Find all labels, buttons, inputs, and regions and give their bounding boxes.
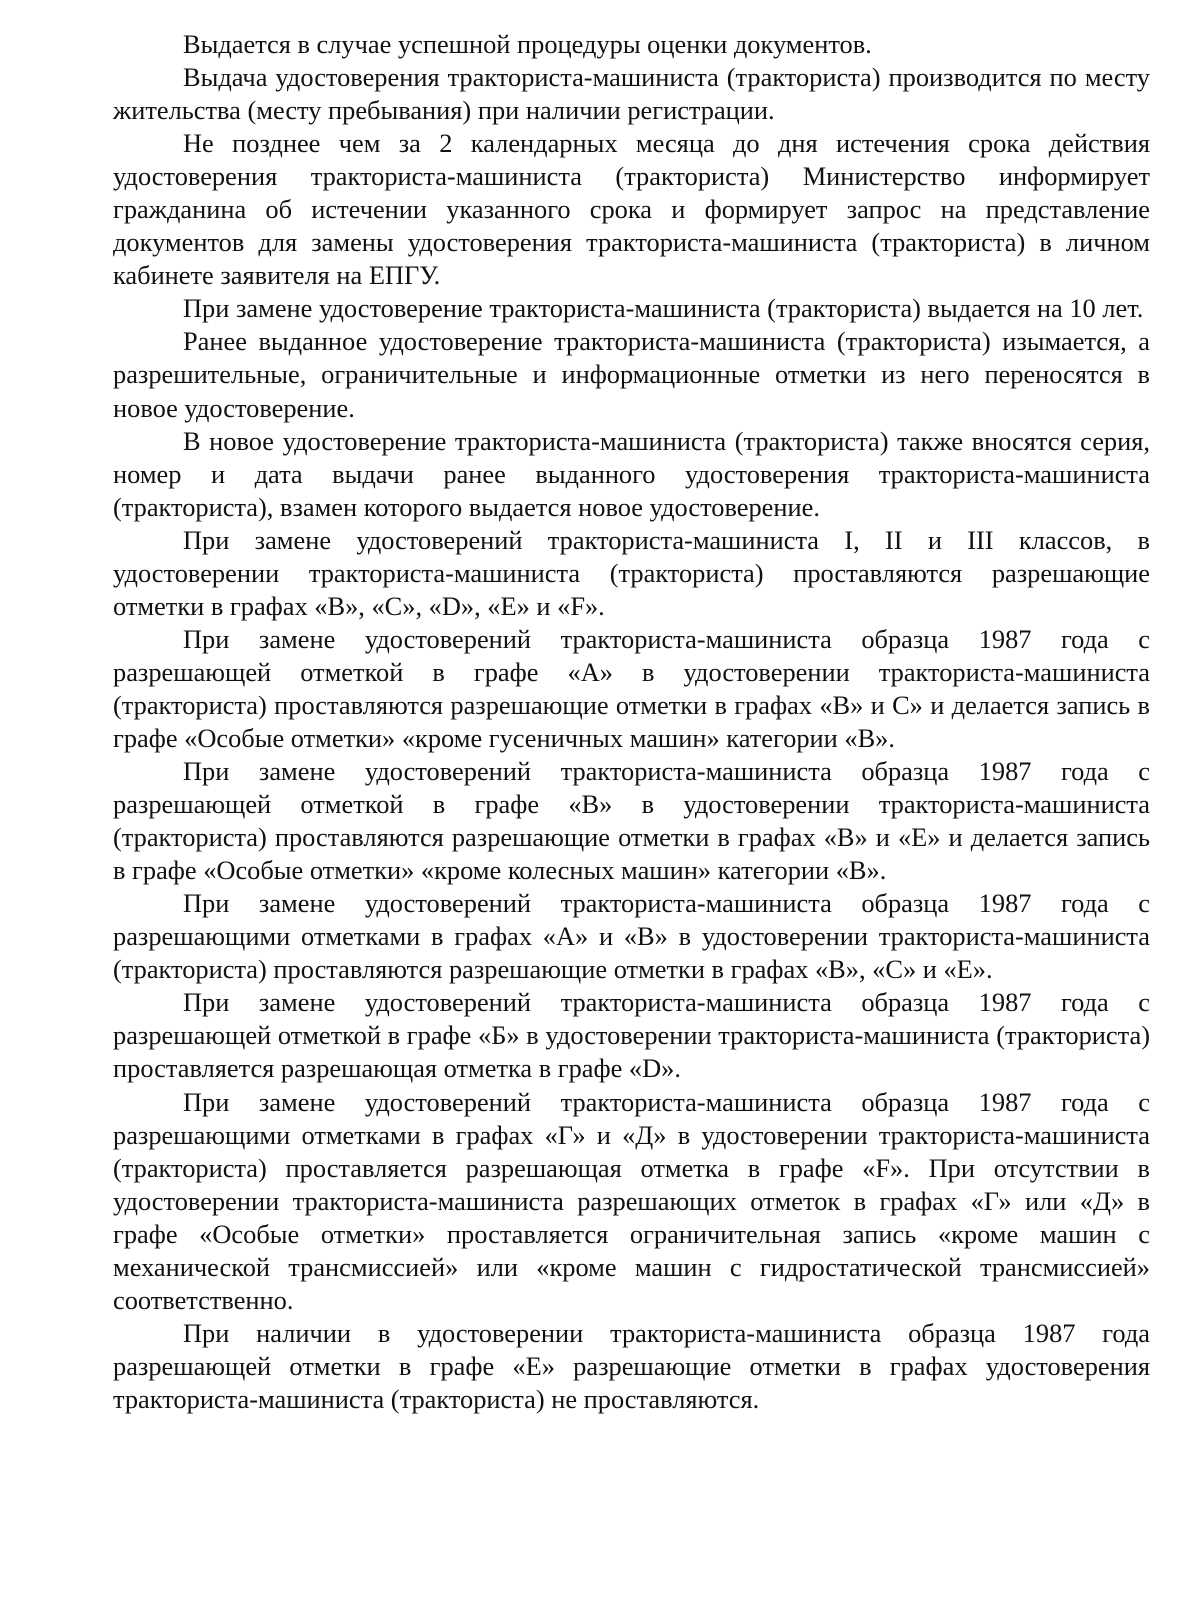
paragraph-5: Ранее выданное удостоверение тракториста-машиниста (тракториста) изымается, а разрешительные, ограничительные и информационные отметки из него переносятся в новое удостоверение. <box>113 326 1150 423</box>
paragraph-2: Выдача удостоверения тракториста-машиниста (тракториста) производится по месту жительства (месту пребывания) при наличии регистрации. <box>113 62 1150 126</box>
paragraph-9: При замене удостоверений тракториста-машиниста образца 1987 года с разрешающей отметкой в графе «В» в удостоверении тракториста-машиниста (тракториста) проставляются разрешающие отметки в графах «В» и «Е» и делается запись в графе «Особые отметки» «кроме колесных машин» категории «В». <box>113 756 1150 886</box>
paragraph-11: При замене удостоверений тракториста-машиниста образца 1987 года с разрешающей отметкой в графе «Б» в удостоверении тракториста-машиниста (тракториста) проставляется разрешающая отметка в графе «D». <box>113 987 1150 1084</box>
paragraph-6: В новое удостоверение тракториста-машиниста (тракториста) также вносятся серия, номер и дата выдачи ранее выданного удостоверения тракториста-машиниста (тракториста), взамен которого выдается новое удостоверение. <box>113 425 1150 522</box>
paragraph-1: Выдается в случае успешной процедуры оценки документов. <box>183 29 872 59</box>
paragraph-12: При замене удостоверений тракториста-машиниста образца 1987 года с разрешающими отметками в графах «Г» и «Д» в удостоверении тракториста-машиниста (тракториста) проставляется разрешающая отметка в графе «F». При отсутствии в удостоверении тракториста-машиниста разрешающих отметок в графах «Г» или «Д» в графе «Особые отметки» проставляется ограничительная запись «кроме машин с механической трансмиссией» или «кроме машин с гидростатической трансмиссией» соответственно. <box>113 1086 1150 1315</box>
document-page <box>113 28 1150 1416</box>
paragraph-3: Не позднее чем за 2 календарных месяца до дня истечения срока действия удостоверения тракториста-машиниста (тракториста) Министерство информирует гражданина об истечении указанного срока и формирует запрос на представление документов для замены удостоверения тракториста-машиниста (тракториста) в личном кабинете заявителя на ЕПГУ. <box>113 128 1150 291</box>
paragraph-8: При замене удостоверений тракториста-машиниста образца 1987 года с разрешающей отметкой в графе «А» в удостоверении тракториста-машиниста (тракториста) проставляются разрешающие отметки в графах «В» и С» и делается запись в графе «Особые отметки» «кроме гусеничных машин» категории «В». <box>113 623 1150 753</box>
paragraph-13: При наличии в удостоверении тракториста-машиниста образца 1987 года разрешающей отметки в графе «Е» разрешающие отметки в графах удостоверения тракториста-машиниста (тракториста) не проставляются. <box>113 1317 1150 1414</box>
paragraph-7: При замене удостоверений тракториста-машиниста I, II и III классов, в удостоверении тракториста-машиниста (тракториста) проставляются разрешающие отметки в графах «В», «С», «D», «Е» и «F». <box>113 524 1150 621</box>
paragraph-4: При замене удостоверение тракториста-машиниста (тракториста) выдается на 10 лет. <box>183 293 1144 324</box>
paragraph-10: При замене удостоверений тракториста-машиниста образца 1987 года с разрешающими отметками в графах «А» и «В» в удостоверении тракториста-машиниста (тракториста) проставляются разрешающие отметки в графах «В», «С» и «Е». <box>113 888 1150 985</box>
